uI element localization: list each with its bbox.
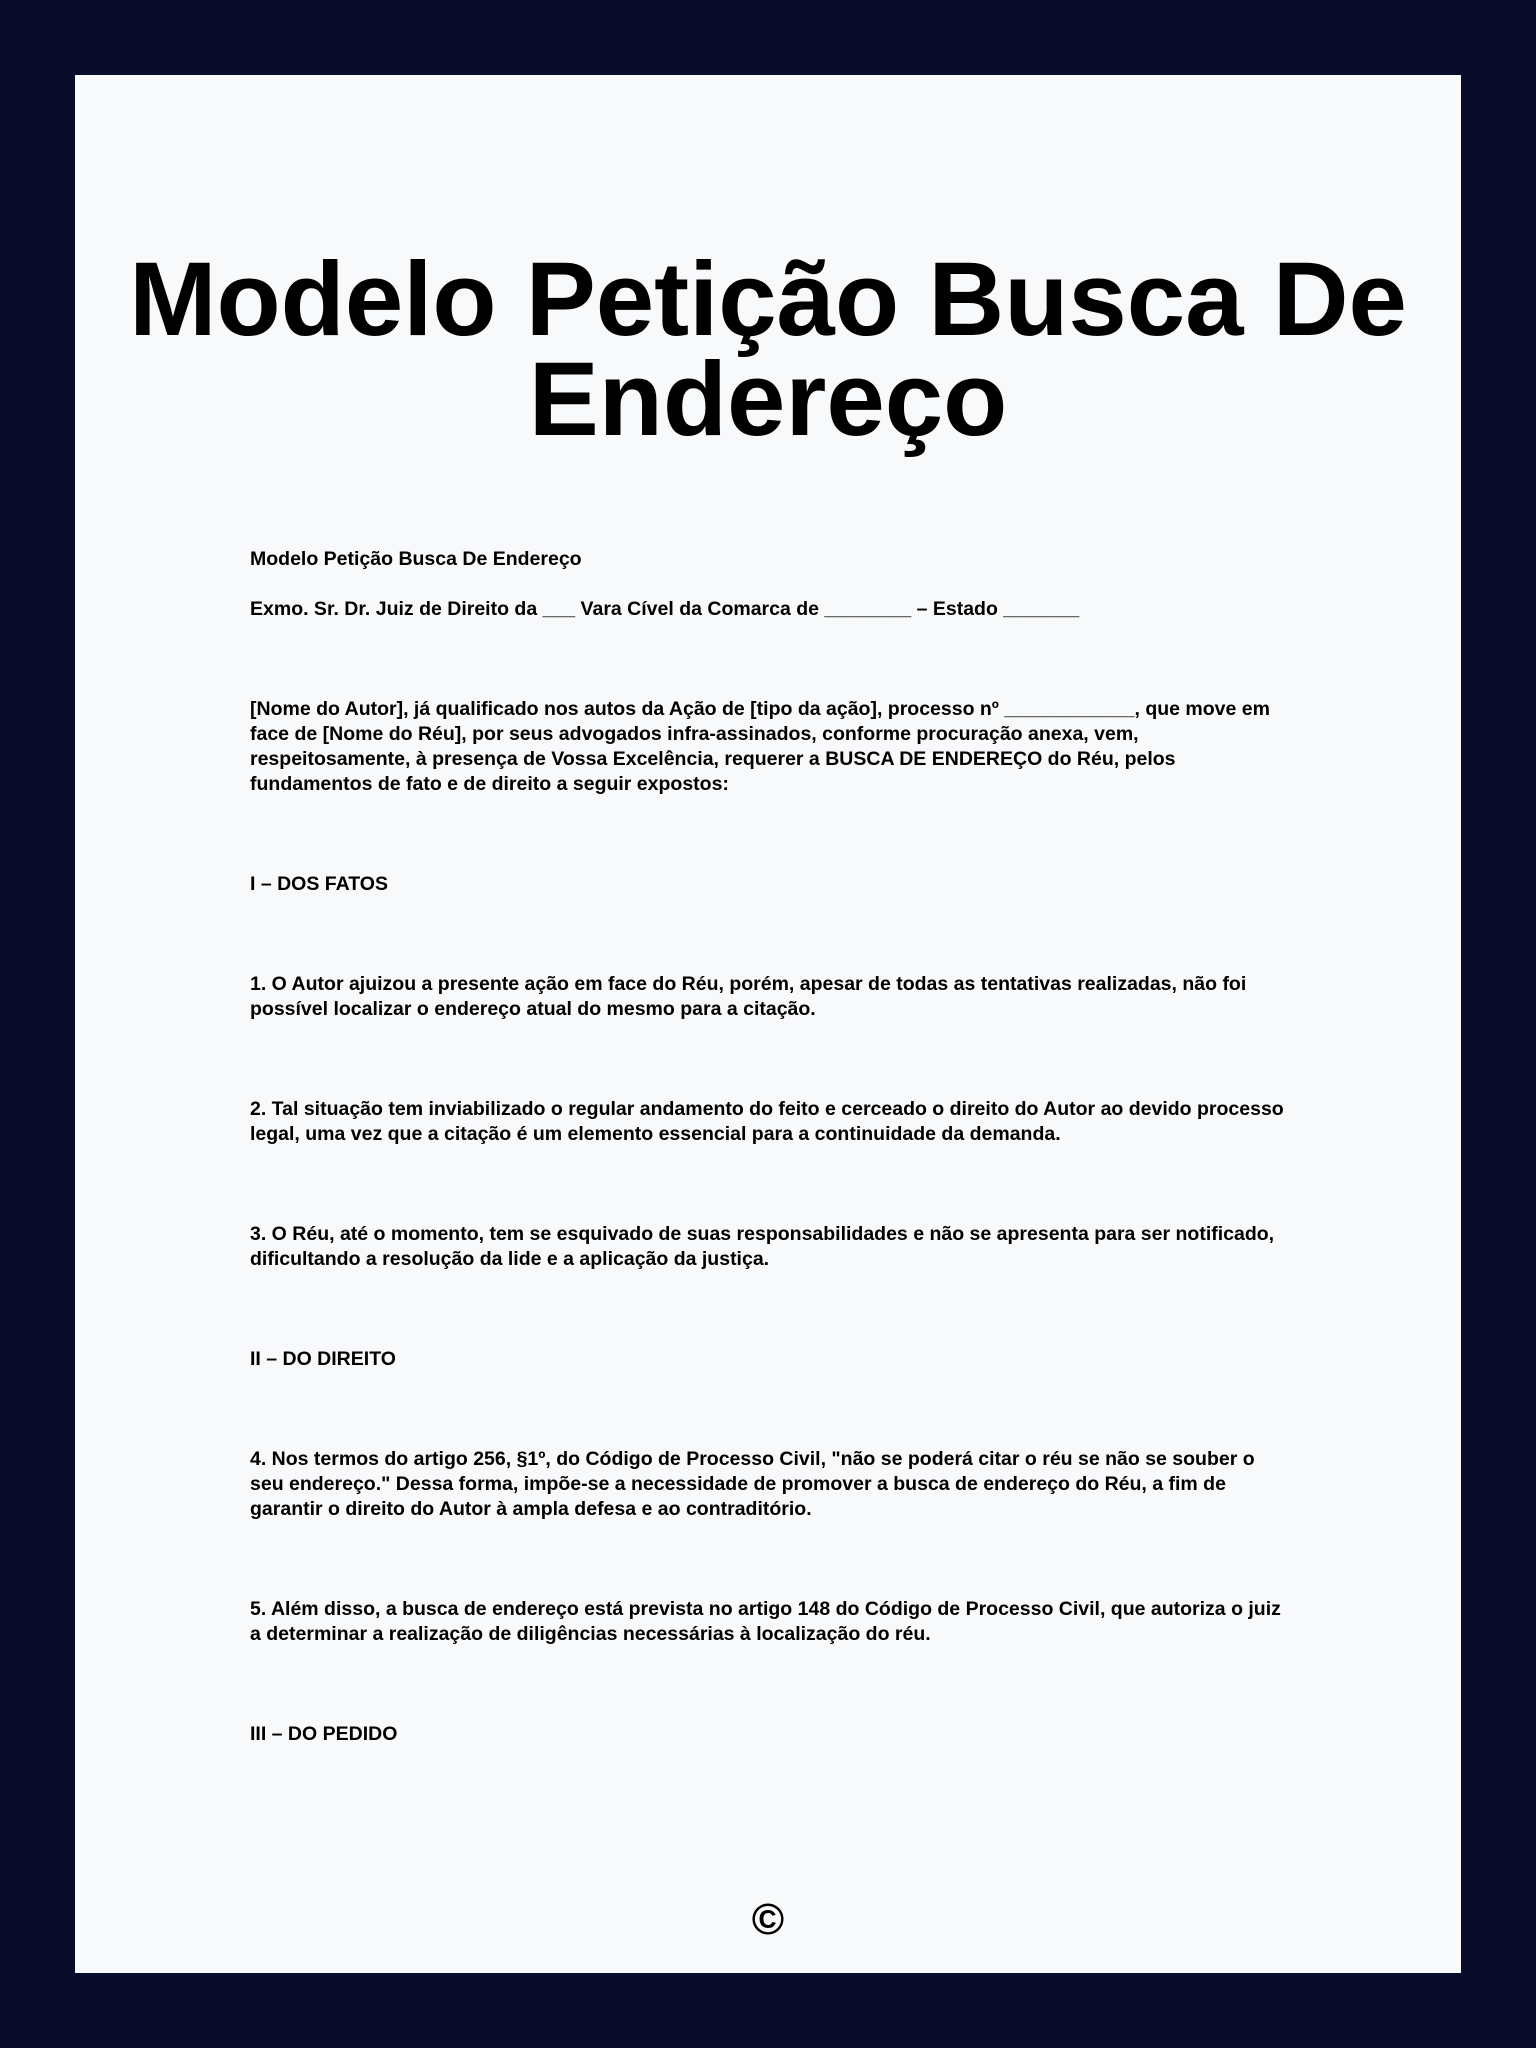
- paragraph-item-1: 1. O Autor ajuizou a presente ação em face do Réu, porém, apesar de todas as tentativas realizadas, não foi possível localizar o endereço atual do mesmo para a citação.: [250, 973, 1252, 1020]
- intro-paragraph: [Nome do Autor], já qualificado nos autos da Ação de [tipo da ação], processo nº ____________, que move em face de [Nome do Réu], por seus advogados infra-assinados, conforme procuração anexa, vem, respeitosamente, à presença de Vossa Excelência, requerer a BUSCA DE ENDEREÇO do Réu, pelos fundamentos de fato e de direito a seguir expostos:: [250, 698, 1276, 795]
- document-body: [250, 547, 1290, 1747]
- section-heading-facts: I – DOS FATOS: [250, 873, 388, 895]
- paragraph-item-4: 4. Nos termos do artigo 256, §1º, do Código de Processo Civil, "não se poderá citar o réu se não se souber o seu endereço." Dessa forma, impõe-se a necessidade de promover a busca de endereço do Réu, a fim de garantir o direito do Autor à ampla defesa e ao contraditório.: [250, 1448, 1261, 1520]
- paragraph-item-5: 5. Além disso, a busca de endereço está prevista no artigo 148 do Código de Processo Civil, que autoriza o juiz a determinar a realização de diligências necessárias à localização do réu.: [250, 1598, 1287, 1645]
- addressee-line: Exmo. Sr. Dr. Juiz de Direito da ___ Vara Cível da Comarca de ________ – Estado _______: [250, 598, 1080, 620]
- page-title: Modelo Petição Busca De Endereço: [129, 241, 1407, 458]
- document-heading: Modelo Petição Busca De Endereço: [250, 548, 582, 570]
- document-page: [75, 75, 1461, 1973]
- section-heading-request: III – DO PEDIDO: [250, 1723, 398, 1745]
- section-heading-law: II – DO DIREITO: [250, 1348, 396, 1370]
- paragraph-item-2: 2. Tal situação tem inviabilizado o regular andamento do feito e cerceado o direito do Autor ao devido processo legal, uma vez que a citação é um elemento essencial para a continuidade da demanda.: [250, 1098, 1290, 1145]
- copyright-icon: ©: [751, 1895, 785, 1944]
- paragraph-item-3: 3. O Réu, até o momento, tem se esquivado de suas responsabilidades e não se apresenta para ser notificado, dificultando a resolução da lide e a aplicação da justiça.: [250, 1223, 1280, 1270]
